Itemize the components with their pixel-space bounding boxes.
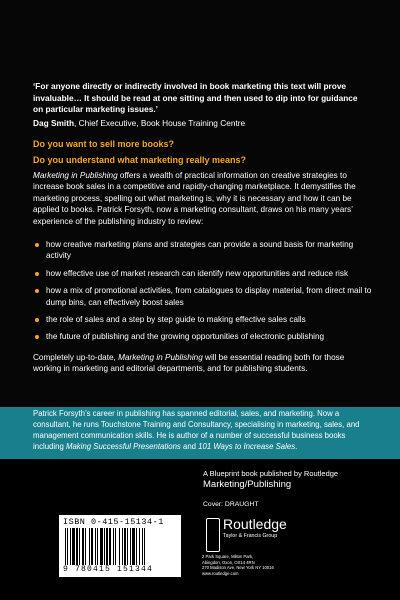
- address-line: Abingdon, Oxon, OX14 4RN: [202, 559, 255, 565]
- list-item-text: how a mix of promotional activities, from catalogues to display material, from direct mail to dump bins, can effectively boost sales: [46, 286, 372, 307]
- closing-paragraph: [33, 352, 369, 375]
- routledge-logo-icon: [206, 518, 220, 552]
- list-item-text: the role of sales and a step by step guide to making effective sales calls: [46, 315, 306, 325]
- list-item-text: the future of publishing and the growing opportunities of electronic publishing: [46, 332, 325, 342]
- attribution-name: Dag Smith: [33, 118, 75, 128]
- list-item: [33, 239, 373, 262]
- bio-end: .: [295, 441, 298, 451]
- address-line: www.routledge.com: [202, 570, 239, 576]
- cover-credit: Cover: DRAUGHT: [203, 501, 259, 508]
- author-bio: [33, 409, 373, 453]
- bio-and: and: [180, 441, 199, 451]
- barcode: [59, 515, 181, 577]
- question-1: Do you want to sell more books?: [33, 139, 175, 149]
- list-item: [33, 268, 373, 279]
- list-item: [33, 285, 373, 308]
- bio-book-2: 101 Ways to Increase Sales: [198, 441, 296, 451]
- attribution-role: , Chief Executive, Book House Training Centre: [74, 118, 246, 128]
- publisher-line: A Blueprint book published by Routledge: [203, 469, 339, 478]
- list-item: [33, 314, 373, 325]
- book-title-inline: Marketing in Publishing: [118, 353, 203, 362]
- intro-text: offers a wealth of practical information on creative strategies to increase book sales in a competitive and rapidly-changing marketplace. It demystifies the marketing process, spelling out what marketing is, why it is necessary and how it can be applied to books. Patrick Forsyth, now a marketing consultant, draws on his many years’ experience of the publishing industry to review:: [33, 171, 356, 226]
- topic-list: [33, 239, 373, 349]
- book-title-inline: Marketing in Publishing: [33, 171, 118, 180]
- closing-suffix: will be essential reading both for those working in marketing and editorial departments, and for publishing students.: [33, 353, 345, 374]
- bullet-icon: [35, 335, 39, 339]
- bullet-icon: [35, 318, 39, 322]
- bio-book-1: Making Successful Presentations: [65, 441, 181, 451]
- list-item: [33, 331, 373, 342]
- bullet-icon: [35, 289, 39, 293]
- list-item-text: how effective use of market research can identify new opportunities and reduce risk: [46, 268, 349, 278]
- intro-paragraph: [33, 170, 369, 227]
- review-quote: ‘For anyone directly or indirectly involved in book marketing this text will prove invaluable… It should be read at one sitting and then used to dip into for guidance on particular marketing issues.’: [33, 81, 358, 114]
- isbn-label: ISBN 0-415-15134-1: [63, 517, 164, 527]
- barcode-bars: [65, 528, 175, 565]
- bullet-icon: [35, 272, 39, 276]
- bio-text: Patrick Forsyth’s career in publishing has spanned editorial, sales, and marketing. Now a consultant, he runs Touchstone Training and Consultancy, specialising in marketing, sales, and management communication skills. He is author of a number of successful business books including: [33, 409, 360, 451]
- publisher-address: [202, 554, 342, 576]
- address-line: 2 Park Square, Milton Park,: [202, 554, 254, 559]
- closing-prefix: Completely up-to-date,: [33, 353, 119, 362]
- barcode-stripe: [145, 528, 146, 565]
- logo-name: Routledge: [223, 516, 287, 532]
- ean-number: 9 780415 151344: [63, 565, 154, 574]
- logo-subtitle: Taylor & Francis Group: [223, 533, 278, 539]
- address-line: 270 Madison Ave, New York NY 10016: [202, 565, 274, 570]
- category-label: Marketing/Publishing: [203, 479, 292, 490]
- question-2: Do you understand what marketing really means?: [33, 155, 247, 165]
- quote-attribution: [33, 118, 245, 128]
- list-item-text: how creative marketing plans and strategies can provide a sound basis for marketing activity: [46, 240, 354, 261]
- bullet-icon: [35, 243, 39, 247]
